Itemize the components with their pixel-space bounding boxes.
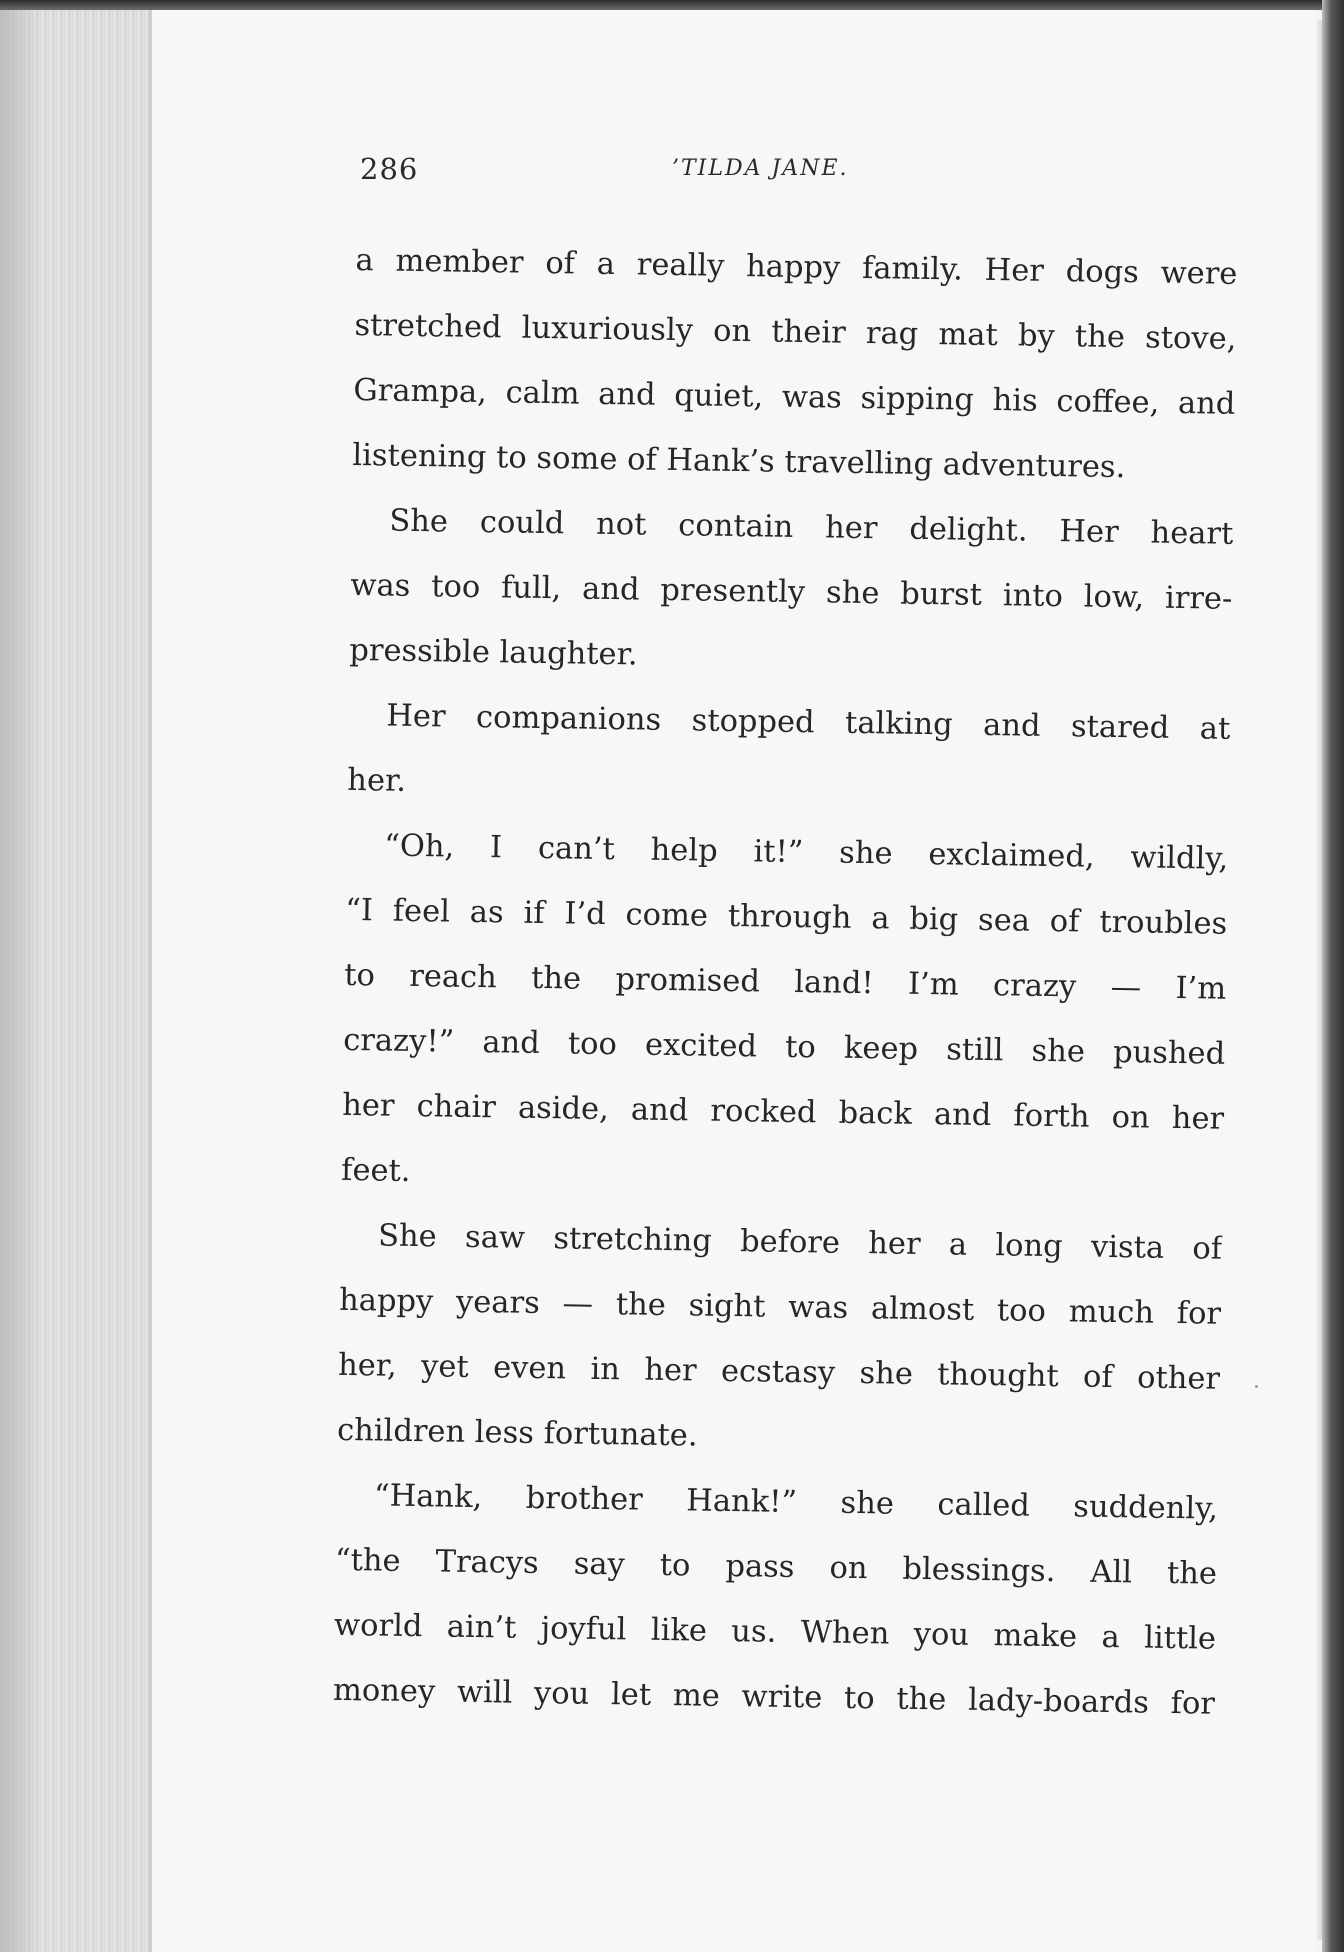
text-line: world ain’t joyful like us. When you make a little bbox=[333, 1607, 1217, 1657]
page-block-shadow bbox=[0, 10, 40, 1952]
running-title: ’TILDA JANE. bbox=[672, 156, 849, 181]
text-line: crazy!” and too excited to keep still she pushed bbox=[342, 1022, 1226, 1072]
text-line: children less fortunate. bbox=[336, 1412, 698, 1454]
text-line: “I feel as if I’d come through a big sea of troubles bbox=[345, 892, 1228, 942]
text-line: She could not contain her delight. Her heart bbox=[389, 503, 1234, 552]
text-line: her. bbox=[347, 762, 407, 799]
text-line: She saw stretching before her a long vista of bbox=[377, 1218, 1223, 1267]
running-head bbox=[360, 152, 940, 202]
text-line: listening to some of Hank’s travelling adventures. bbox=[352, 437, 1126, 486]
body-text bbox=[333, 228, 1238, 1737]
text-line: pressible laughter. bbox=[349, 632, 638, 673]
text-line: Her companions stopped talking and stared at bbox=[386, 698, 1231, 747]
page-number: 286 bbox=[360, 152, 419, 186]
cover-edge bbox=[1322, 0, 1344, 1952]
text-line: was too full, and presently she burst into low, irre- bbox=[350, 567, 1233, 617]
text-line: “the Tracys say to pass on blessings. All the bbox=[334, 1542, 1218, 1592]
text-line: “Hank, brother Hank!” she called suddenly, bbox=[373, 1478, 1219, 1527]
text-line: to reach the promised land! I’m crazy — I’m bbox=[343, 957, 1227, 1007]
text-line: feet. bbox=[340, 1152, 411, 1189]
text-line: her, yet even in her ecstasy she thought of other bbox=[337, 1347, 1221, 1397]
text-line: her chair aside, and rocked back and forth on her bbox=[341, 1087, 1225, 1137]
scan-top-edge bbox=[0, 0, 1344, 10]
text-line: money will you let me write to the lady-boards for bbox=[332, 1672, 1216, 1722]
text-line: stretched luxuriously on their rag mat by the stove, bbox=[354, 307, 1237, 357]
text-line: happy years — the sight was almost too much for bbox=[338, 1282, 1222, 1332]
text-line: “Oh, I can’t help it!” she exclaimed, wildly, bbox=[384, 828, 1229, 877]
text-line: a member of a really happy family. Her dogs were bbox=[355, 242, 1238, 292]
text-line: Grampa, calm and quiet, was sipping his coffee, and bbox=[353, 372, 1236, 422]
paper-speck bbox=[1255, 1385, 1258, 1388]
